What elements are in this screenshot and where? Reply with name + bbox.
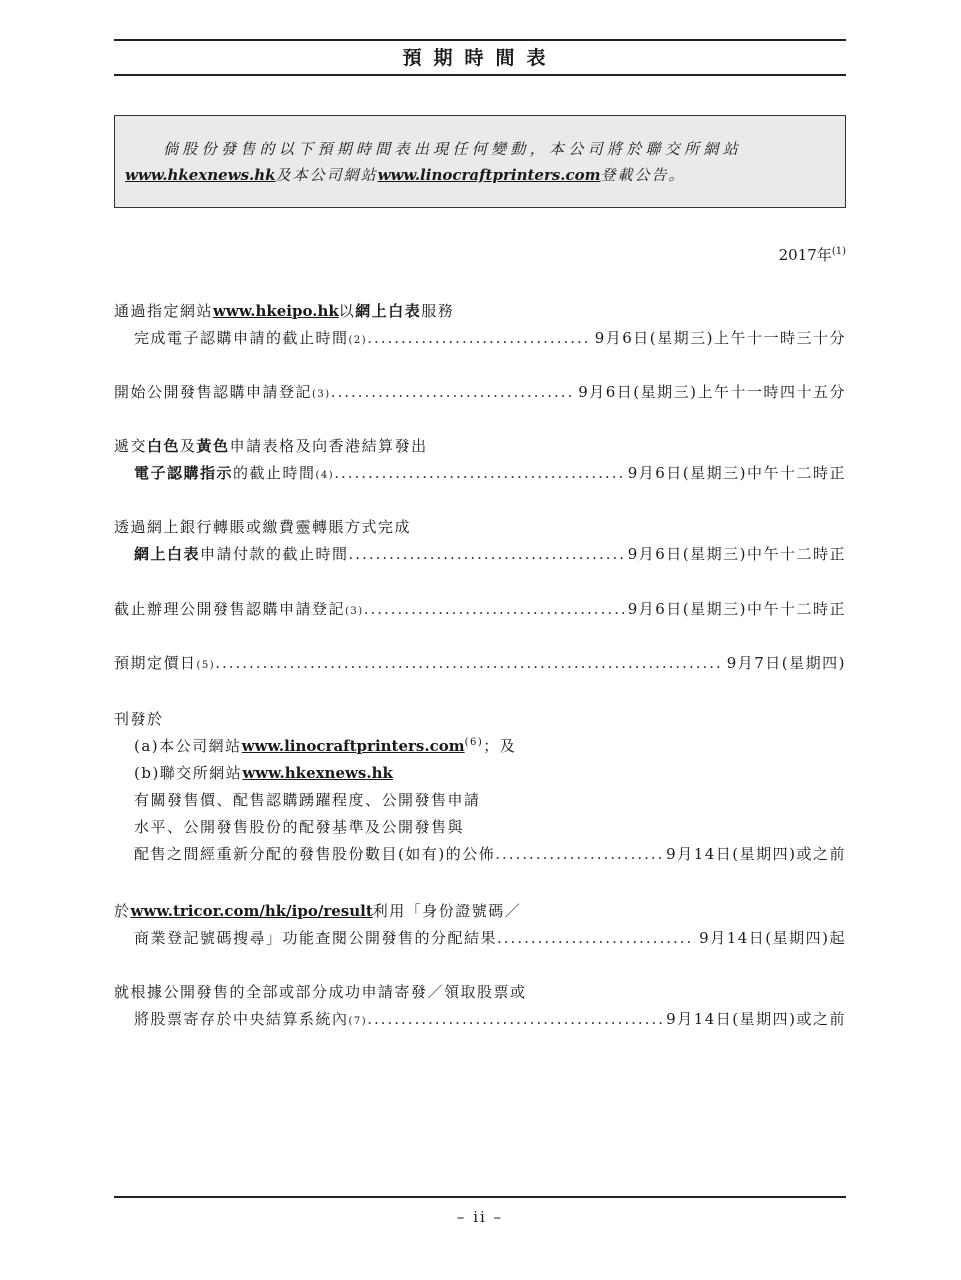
event-date: 9月6日(星期三)中午十二時正 [627, 600, 846, 618]
event-date: 9月6日(星期三)上午十一時四十五分 [578, 383, 846, 401]
event-share-certificates [114, 979, 846, 1033]
notice-line-2 [125, 162, 835, 188]
event-announcement [114, 706, 846, 868]
hkexnews-link[interactable]: www.hkexnews.hk [125, 166, 276, 184]
event-line: 有關發售價、配售認購踴躍程度、公開發售申請 [134, 791, 481, 809]
year-label: 2017年$^{(1)}$ [778, 246, 846, 264]
footer-rule [114, 1196, 846, 1198]
notice-box [114, 115, 846, 208]
linocraft-link[interactable]: www.linocraftprinters.com [241, 737, 465, 755]
tricor-link[interactable]: www.tricor.com/hk/ipo/result [130, 902, 373, 920]
event-row: 電子認購指示 的截止時間 (4) ..... 9月6日(星期三)中午十二時正 [114, 460, 846, 487]
event-row: 預期定價日 (5) ..... 9月7日(星期四) [114, 650, 846, 677]
dot-leader [331, 379, 575, 406]
notice-end: 登載公告。 [600, 166, 686, 184]
event-allocation-results [114, 898, 846, 952]
event-row: 開始公開發售認購申請登記 (3) ..... 9月6日(星期三)上午十一時四十五分 [114, 379, 846, 406]
event-row: 網上白表 申請付款的截止時間 ..... 9月6日(星期三)中午十二時正 [114, 541, 846, 568]
linocraft-link[interactable]: www.linocraftprinters.com [377, 166, 601, 184]
event-date: 9月6日(星期三)中午十二時正 [627, 464, 846, 482]
event-row: 商業登記號碼搜尋」功能查閱公開發售的分配結果 ..... 9月14日(星期四)起 [114, 925, 846, 952]
event-line: 通過指定網站www.hkeipo.hk以網上白表服務 [114, 302, 455, 320]
hkeipo-link[interactable]: www.hkeipo.hk [213, 302, 339, 320]
header-bottom-rule [114, 74, 846, 76]
notice-line-1: 倘股份發售的以下預期時間表出現任何變動，本公司將於聯交所網站 [163, 140, 743, 158]
event-row: 完成電子認購申請的截止時間 (2) ..... 9月6日(星期三)上午十一時三十分 [114, 325, 846, 352]
event-line: (b)聯交所網站www.hkexnews.hk [134, 764, 393, 782]
dot-leader [349, 541, 624, 568]
event-date: 9月14日(星期四)或之前 [666, 845, 846, 863]
event-date: 9月6日(星期三)中午十二時正 [627, 545, 846, 563]
page-number: – ii – [456, 1208, 504, 1226]
event-payment-deadline [114, 514, 846, 568]
event-price-determination [114, 650, 846, 677]
dot-leader [367, 325, 591, 352]
dot-leader [495, 841, 662, 868]
event-hkeipo [114, 298, 846, 352]
event-line: 透過網上銀行轉賬或繳費靈轉賬方式完成 [114, 518, 412, 536]
event-line: 遞交白色及黃色申請表格及向香港結算發出 [114, 437, 428, 455]
event-date: 9月14日(星期四)或之前 [666, 1010, 846, 1028]
dot-leader [215, 650, 723, 677]
event-date: 9月6日(星期三)上午十一時三十分 [594, 329, 846, 347]
event-open-registration [114, 379, 846, 406]
hkexnews-link[interactable]: www.hkexnews.hk [242, 764, 393, 782]
event-line: 於www.tricor.com/hk/ipo/result利用「身份證號碼／ [114, 902, 522, 920]
event-line: (a)本公司網站www.linocraftprinters.com$^{(6)}$；及 [134, 737, 517, 755]
event-close-registration [114, 596, 846, 623]
event-line: 水平、公開發售股份的配發基準及公開發售與 [134, 818, 465, 836]
dot-leader [364, 596, 624, 623]
event-row: 將股票寄存於中央結算系統內 (7) ..... 9月14日(星期四)或之前 [114, 1006, 846, 1033]
event-row: 截止辦理公開發售認購申請登記 (3) ..... 9月6日(星期三)中午十二時正 [114, 596, 846, 623]
event-row: 配售之間經重新分配的發售股份數目(如有)的公佈 ..... 9月14日(星期四)或之前 [114, 841, 846, 868]
dot-leader [334, 460, 624, 487]
dot-leader [367, 1006, 662, 1033]
dot-leader [497, 925, 695, 952]
page-title: 預期時間表 [402, 47, 558, 69]
header-top-rule [114, 39, 846, 41]
event-line: 就根據公開發售的全部或部分成功申請寄發／領取股票或 [114, 983, 527, 1001]
notice-mid: 及本公司網站 [275, 166, 378, 184]
event-forms-deadline [114, 433, 846, 487]
event-date: 9月7日(星期四) [726, 654, 846, 672]
year-footnote: (1) [831, 246, 846, 257]
event-date: 9月14日(星期四)起 [699, 929, 846, 947]
event-line: 刊發於 [114, 710, 164, 728]
